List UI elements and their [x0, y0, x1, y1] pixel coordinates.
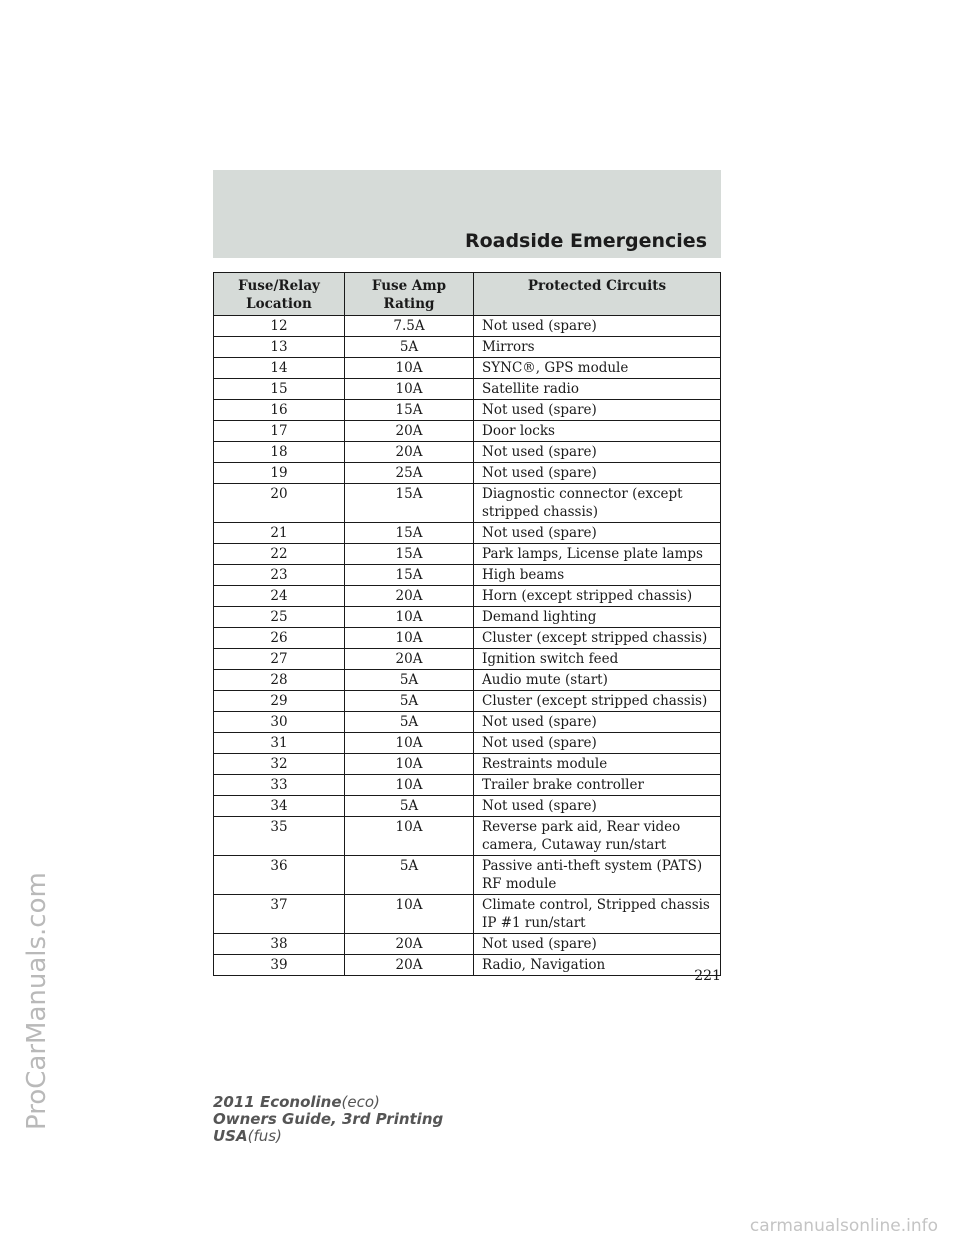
- table-row: [214, 565, 721, 586]
- cell-protected-circuits: Cluster (except stripped chassis): [474, 628, 721, 649]
- cell-location: 23: [214, 565, 345, 586]
- cell-amp-rating: 10A: [345, 775, 474, 796]
- cell-location: 32: [214, 754, 345, 775]
- watermark-bottom: carmanualsonline.info: [749, 1216, 938, 1236]
- cell-protected-circuits: SYNC®, GPS module: [474, 358, 721, 379]
- cell-location: 25: [214, 607, 345, 628]
- table-row: [214, 586, 721, 607]
- header-protected-circuits: Protected Circuits: [474, 273, 721, 316]
- cell-location: 16: [214, 400, 345, 421]
- cell-location: 34: [214, 796, 345, 817]
- cell-protected-circuits: Ignition switch feed: [474, 649, 721, 670]
- cell-amp-rating: 5A: [345, 670, 474, 691]
- cell-amp-rating: 15A: [345, 484, 474, 523]
- footer-line-market: [213, 1128, 443, 1145]
- cell-amp-rating: 25A: [345, 463, 474, 484]
- table-row: [214, 607, 721, 628]
- cell-location: 17: [214, 421, 345, 442]
- cell-amp-rating: 10A: [345, 607, 474, 628]
- cell-protected-circuits: Cluster (except stripped chassis): [474, 691, 721, 712]
- footer-model-code: (eco): [341, 1093, 380, 1111]
- cell-location: 21: [214, 523, 345, 544]
- footer-line-guide: [213, 1111, 443, 1128]
- cell-protected-circuits: Not used (spare): [474, 796, 721, 817]
- footer-market-code: (fus): [247, 1127, 282, 1145]
- section-title: Roadside Emergencies: [464, 230, 707, 252]
- cell-amp-rating: 10A: [345, 895, 474, 934]
- table-row: [214, 895, 721, 934]
- cell-protected-circuits: Satellite radio: [474, 379, 721, 400]
- footer: [213, 1094, 443, 1145]
- cell-amp-rating: 15A: [345, 544, 474, 565]
- cell-protected-circuits: Not used (spare): [474, 733, 721, 754]
- table-row: [214, 400, 721, 421]
- footer-market: USA: [213, 1127, 248, 1145]
- cell-protected-circuits: Radio, Navigation: [474, 955, 721, 976]
- table-body: [214, 316, 721, 976]
- cell-protected-circuits: Horn (except stripped chassis): [474, 586, 721, 607]
- footer-guide: Owners Guide, 3rd Printing: [213, 1110, 444, 1128]
- cell-location: 22: [214, 544, 345, 565]
- table-row: [214, 628, 721, 649]
- cell-amp-rating: 7.5A: [345, 316, 474, 337]
- table-row: [214, 463, 721, 484]
- table-row: [214, 523, 721, 544]
- cell-amp-rating: 20A: [345, 442, 474, 463]
- table-row: [214, 691, 721, 712]
- table-row: [214, 379, 721, 400]
- cell-location: 20: [214, 484, 345, 523]
- cell-amp-rating: 10A: [345, 379, 474, 400]
- cell-location: 24: [214, 586, 345, 607]
- cell-location: 30: [214, 712, 345, 733]
- table-row: [214, 733, 721, 754]
- cell-location: 28: [214, 670, 345, 691]
- header-amp-line1: Fuse Amp: [371, 278, 447, 294]
- cell-amp-rating: 5A: [345, 691, 474, 712]
- cell-amp-rating: 20A: [345, 649, 474, 670]
- table-header: [214, 273, 721, 316]
- cell-protected-circuits: Reverse park aid, Rear video camera, Cutaway run/start: [474, 817, 721, 856]
- cell-protected-circuits: Restraints module: [474, 754, 721, 775]
- cell-amp-rating: 15A: [345, 400, 474, 421]
- cell-protected-circuits: Not used (spare): [474, 712, 721, 733]
- table-row: [214, 856, 721, 895]
- table-row: [214, 421, 721, 442]
- table-row: [214, 796, 721, 817]
- cell-location: 18: [214, 442, 345, 463]
- cell-protected-circuits: Diagnostic connector (except stripped chassis): [474, 484, 721, 523]
- cell-amp-rating: 5A: [345, 796, 474, 817]
- cell-protected-circuits: Not used (spare): [474, 400, 721, 421]
- cell-protected-circuits: Demand lighting: [474, 607, 721, 628]
- cell-protected-circuits: Not used (spare): [474, 463, 721, 484]
- cell-protected-circuits: Not used (spare): [474, 316, 721, 337]
- table-row: [214, 358, 721, 379]
- cell-location: 38: [214, 934, 345, 955]
- cell-location: 35: [214, 817, 345, 856]
- cell-location: 14: [214, 358, 345, 379]
- cell-location: 19: [214, 463, 345, 484]
- table-row: [214, 544, 721, 565]
- cell-amp-rating: 20A: [345, 421, 474, 442]
- cell-location: 13: [214, 337, 345, 358]
- header-location-line2: Location: [246, 296, 312, 312]
- header-fuse-relay-location: [214, 273, 345, 316]
- header-fuse-amp-rating: [345, 273, 474, 316]
- fuse-table: [213, 272, 721, 976]
- table-row: [214, 316, 721, 337]
- table-row: [214, 649, 721, 670]
- cell-amp-rating: 20A: [345, 955, 474, 976]
- cell-location: 31: [214, 733, 345, 754]
- cell-location: 37: [214, 895, 345, 934]
- cell-location: 12: [214, 316, 345, 337]
- cell-amp-rating: 10A: [345, 754, 474, 775]
- table-row: [214, 484, 721, 523]
- cell-amp-rating: 15A: [345, 523, 474, 544]
- cell-location: 33: [214, 775, 345, 796]
- footer-model: 2011 Econoline: [213, 1093, 342, 1111]
- table-row: [214, 955, 721, 976]
- cell-amp-rating: 5A: [345, 856, 474, 895]
- cell-protected-circuits: Audio mute (start): [474, 670, 721, 691]
- table-row: [214, 754, 721, 775]
- cell-protected-circuits: Climate control, Stripped chassis IP #1 run/start: [474, 895, 721, 934]
- cell-location: 26: [214, 628, 345, 649]
- cell-location: 15: [214, 379, 345, 400]
- cell-protected-circuits: Not used (spare): [474, 442, 721, 463]
- cell-protected-circuits: High beams: [474, 565, 721, 586]
- table-row: [214, 337, 721, 358]
- table-row: [214, 934, 721, 955]
- cell-location: 29: [214, 691, 345, 712]
- header-amp-line2: Rating: [383, 296, 435, 312]
- cell-protected-circuits: Trailer brake controller: [474, 775, 721, 796]
- table-row: [214, 775, 721, 796]
- table-row: [214, 817, 721, 856]
- cell-protected-circuits: Park lamps, License plate lamps: [474, 544, 721, 565]
- page-number: 221: [694, 968, 721, 984]
- cell-amp-rating: 20A: [345, 586, 474, 607]
- footer-line-model: [213, 1094, 443, 1111]
- cell-amp-rating: 10A: [345, 628, 474, 649]
- cell-amp-rating: 10A: [345, 358, 474, 379]
- cell-amp-rating: 20A: [345, 934, 474, 955]
- table-row: [214, 712, 721, 733]
- section-banner: [213, 170, 721, 258]
- cell-amp-rating: 10A: [345, 817, 474, 856]
- cell-amp-rating: 5A: [345, 712, 474, 733]
- cell-location: 27: [214, 649, 345, 670]
- cell-protected-circuits: Passive anti-theft system (PATS) RF module: [474, 856, 721, 895]
- watermark-side: ProCarManuals.com: [22, 872, 52, 1130]
- header-row: [214, 273, 721, 316]
- cell-location: 36: [214, 856, 345, 895]
- cell-protected-circuits: Not used (spare): [474, 523, 721, 544]
- cell-amp-rating: 15A: [345, 565, 474, 586]
- cell-amp-rating: 5A: [345, 337, 474, 358]
- cell-protected-circuits: Mirrors: [474, 337, 721, 358]
- cell-location: 39: [214, 955, 345, 976]
- cell-protected-circuits: Not used (spare): [474, 934, 721, 955]
- table-row: [214, 442, 721, 463]
- cell-amp-rating: 10A: [345, 733, 474, 754]
- table-row: [214, 670, 721, 691]
- cell-protected-circuits: Door locks: [474, 421, 721, 442]
- header-location-line1: Fuse/Relay: [238, 278, 320, 294]
